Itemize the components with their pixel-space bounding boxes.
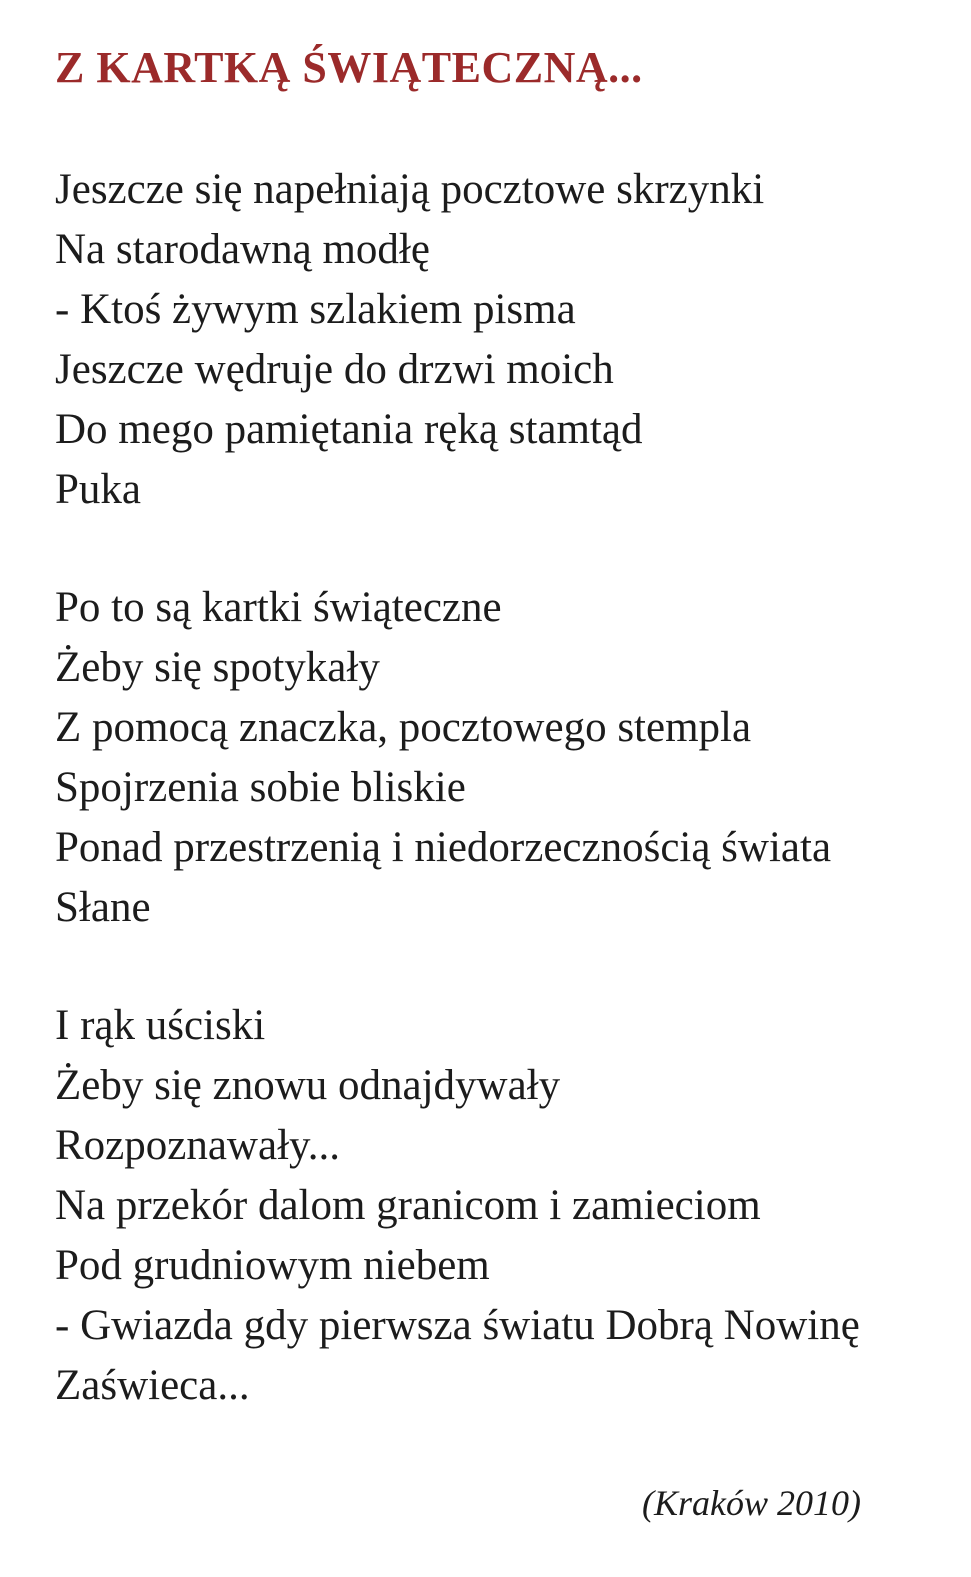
verse-line: Na przekór dalom granicom i zamieciom (55, 1182, 761, 1229)
verse-line: Na starodawną modłę (55, 226, 430, 273)
verse-line: Pod grudniowym niebem (55, 1242, 490, 1289)
verse-line: - Ktoś żywym szlakiem pisma (55, 286, 576, 333)
verse-line: Z pomocą znaczka, pocztowego stempla (55, 704, 752, 751)
verse-line: Ponad przestrzenią i niedorzecznością świata (55, 824, 832, 871)
verse-line: Jeszcze się napełniają pocztowe skrzynki (55, 166, 765, 213)
verse-line: Słane (55, 884, 151, 931)
stanza-2 (55, 578, 831, 938)
verse-line: Zaświeca... (55, 1362, 250, 1409)
place-date-signature: (Kraków 2010) (642, 1483, 861, 1523)
verse-line: Żeby się znowu odnajdywały (55, 1062, 561, 1109)
verse-line: - Gwiazda gdy pierwsza światu Dobrą Nowinę (55, 1302, 860, 1349)
verse-line: Rozpoznawały... (55, 1122, 340, 1169)
verse-line: I rąk uściski (55, 1002, 266, 1049)
verse-line: Spojrzenia sobie bliskie (55, 764, 466, 811)
poem-title: Z KARTKĄ ŚWIĄTECZNĄ... (55, 43, 643, 92)
stanza-3 (55, 996, 860, 1416)
verse-line: Do mego pamiętania ręką stamtąd (55, 406, 643, 453)
verse-line: Puka (55, 466, 141, 513)
verse-line: Żeby się spotykały (55, 644, 380, 691)
verse-line: Po to są kartki świąteczne (55, 584, 502, 631)
stanza-1 (55, 160, 764, 520)
verse-line: Jeszcze wędruje do drzwi moich (55, 346, 614, 393)
